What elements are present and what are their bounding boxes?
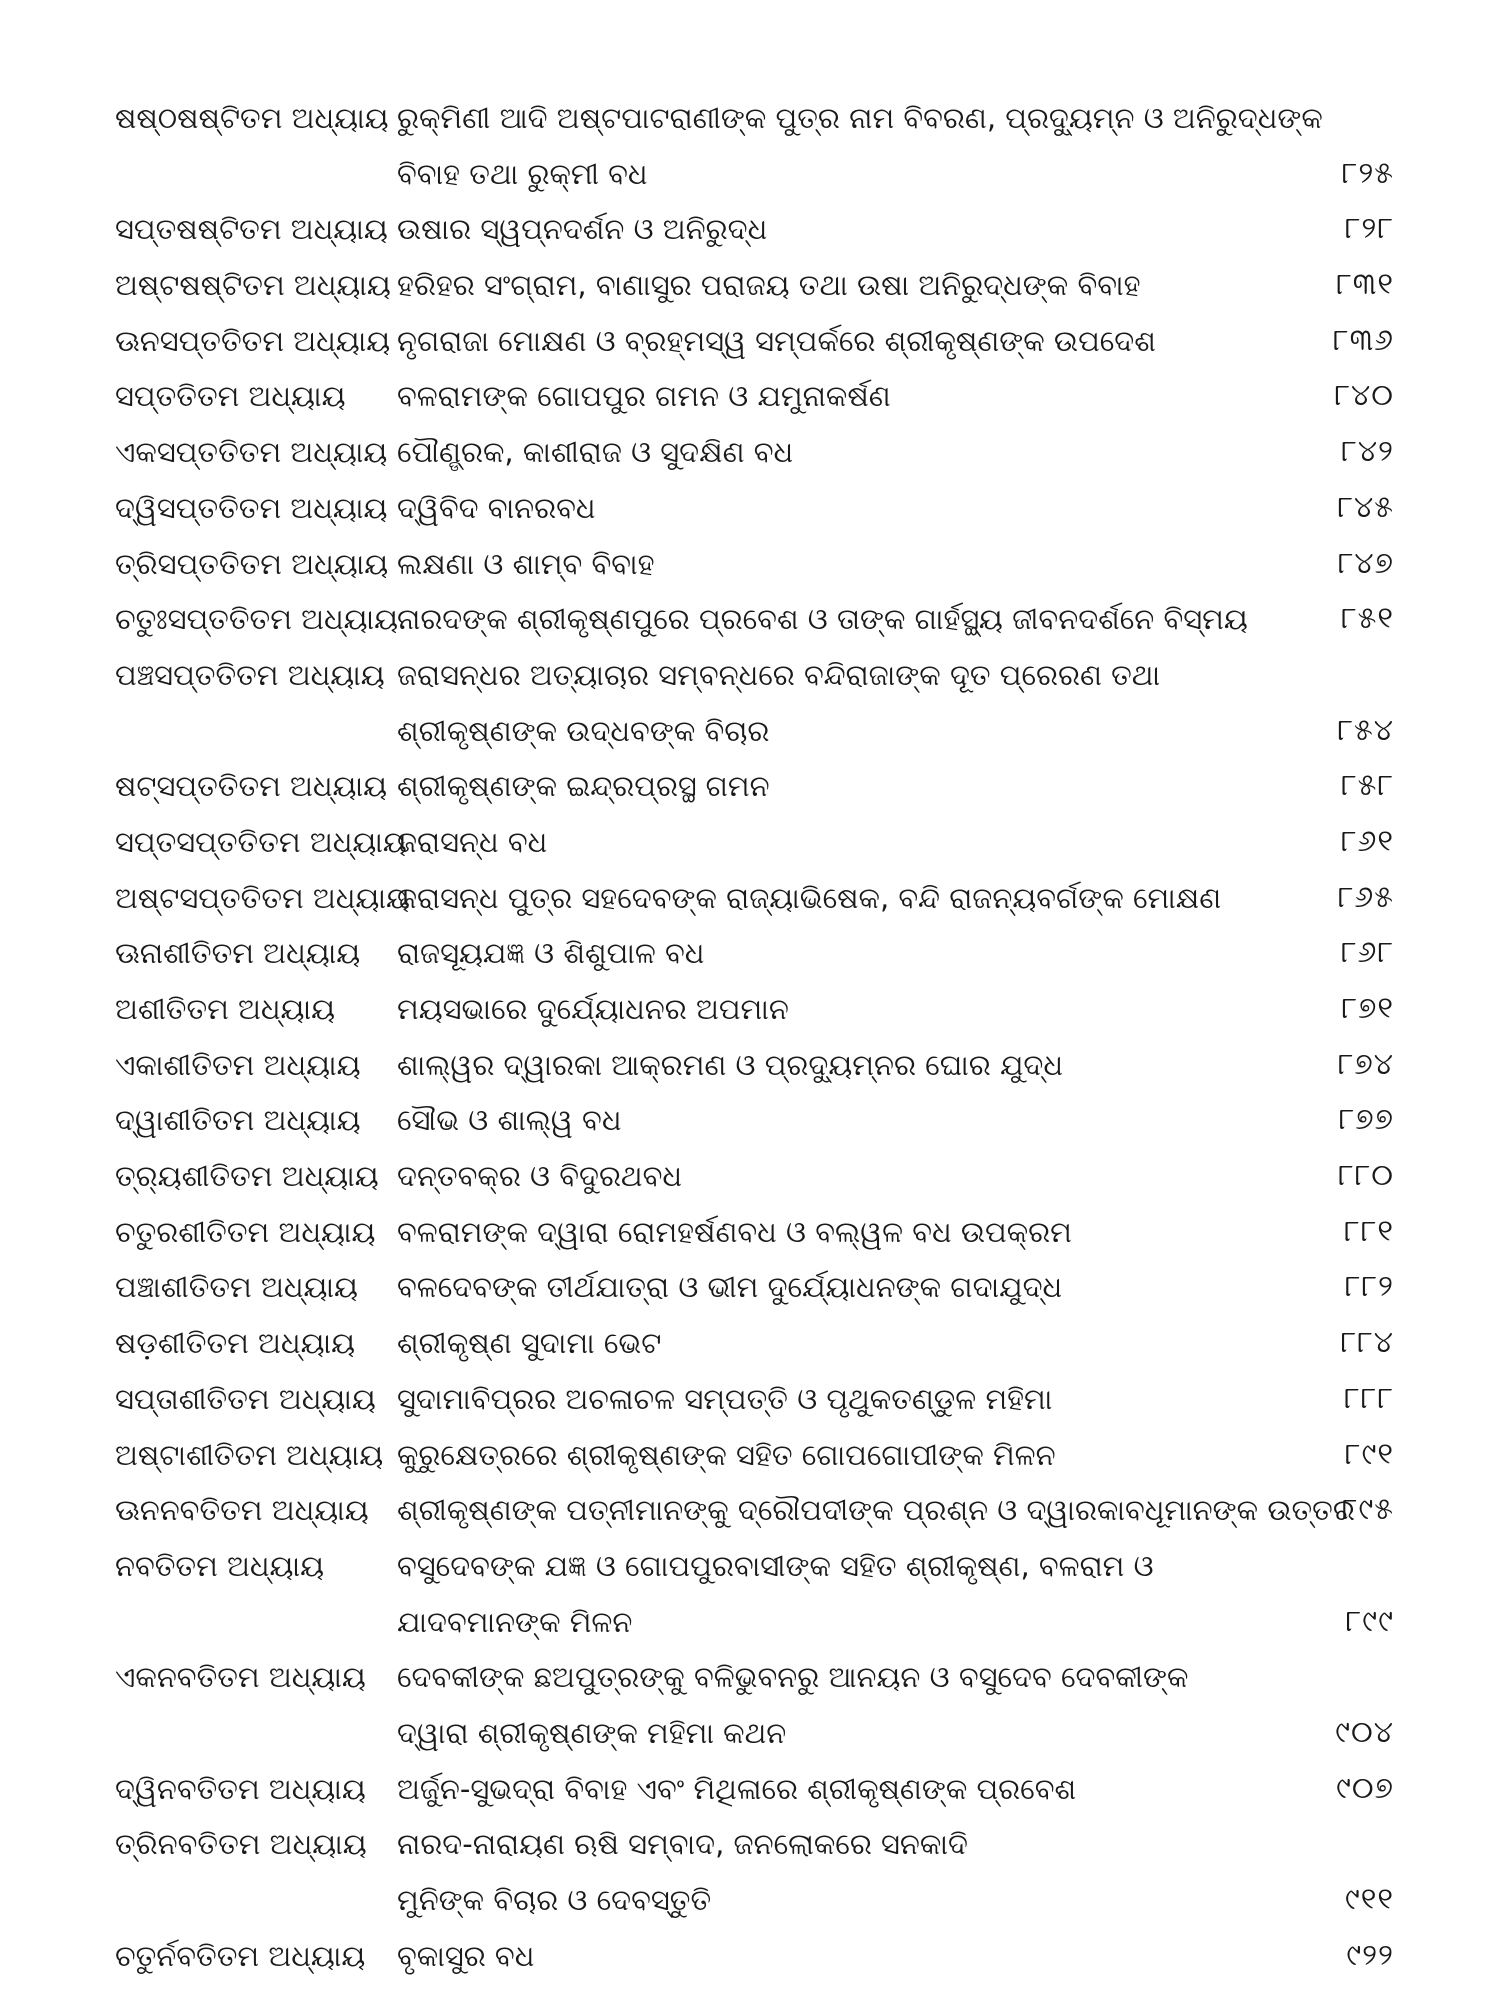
toc-line <box>0 315 1500 371</box>
toc-line <box>0 482 1500 538</box>
toc-line <box>0 927 1500 983</box>
toc-line <box>0 148 1500 204</box>
toc-entry <box>0 1039 1500 1095</box>
page-number: ୮୮୦ <box>1337 1158 1394 1194</box>
toc-line <box>0 1540 1500 1596</box>
toc-entry <box>0 426 1500 482</box>
chapter-title: ରାଜସୂୟଯଜ୍ଞ ଓ ଶିଶୁପାଳ ବଧ <box>397 936 705 971</box>
chapter-name: ପଞ୍ଚସପ୍ତତିତମ ଅଧ୍ୟାୟ <box>115 657 385 692</box>
page-number: ୮୮୨ <box>1344 1269 1394 1305</box>
page-number: ୮୭୭ <box>1338 1102 1394 1138</box>
toc-entry <box>0 1484 1500 1540</box>
toc-entry <box>0 370 1500 426</box>
toc-entry <box>0 1429 1500 1485</box>
chapter-title: ଉଷାର ସ୍ୱପ୍ନଦର୍ଶନ ଓ ଅନିରୁଦ୍ଧ <box>397 212 768 247</box>
chapter-name: ତ୍ର୍ୟଶୀତିତମ ଅଧ୍ୟାୟ <box>115 1159 379 1194</box>
toc-line <box>0 705 1500 761</box>
toc-entry <box>0 1373 1500 1429</box>
chapter-name: ତ୍ରିନବତିତମ ଅଧ୍ୟାୟ <box>115 1827 367 1862</box>
chapter-name: ଷଡ଼ଶୀତିତମ ଅଧ୍ୟାୟ <box>115 1326 356 1361</box>
chapter-title: ନୃଗରାଜା ମୋକ୍ଷଣ ଓ ବ୍ରହ୍ମସ୍ୱ ସମ୍ପର୍କରେ ଶ୍ରୀକୃଷ୍ଣଙ୍କ ଉପଦେଶ <box>397 323 1156 358</box>
toc-line <box>0 259 1500 315</box>
chapter-title: ବସୁଦେବଙ୍କ ଯଜ୍ଞ ଓ ଗୋପପୁରବାସୀଙ୍କ ସହିତ ଶ୍ରୀକୃଷ୍ଣ, ବଳରାମ ଓ <box>397 1548 1154 1583</box>
toc-line <box>0 1206 1500 1262</box>
toc-entry <box>0 203 1500 259</box>
toc-entry <box>0 1763 1500 1819</box>
chapter-title: ଦ୍ୱିବିଦ ବାନରବଧ <box>397 490 596 525</box>
chapter-title: ଜରାସନ୍ଧର ଅତ୍ୟାଚାର ସମ୍ବନ୍ଧରେ ବନ୍ଦିରାଜାଙ୍କ ଦୂତ ପ୍ରେରଣ ତଥା <box>397 657 1161 692</box>
toc-line <box>0 983 1500 1039</box>
page-number: ୮୮୧ <box>1344 1213 1394 1249</box>
toc-entry <box>0 1540 1500 1651</box>
chapter-title: ହରିହର ସଂଗ୍ରାମ, ବାଣାସୁର ପରାଜୟ ତଥା ଉଷା ଅନିରୁଦ୍ଧଙ୍କ ବିବାହ <box>397 268 1141 303</box>
page-number: ୮୬୮ <box>1340 935 1394 971</box>
chapter-name: ନବତିତମ ଅଧ୍ୟାୟ <box>115 1548 324 1583</box>
chapter-name: ଊନନବତିତମ ଅଧ୍ୟାୟ <box>115 1493 369 1528</box>
chapter-name: ସପ୍ତାଶୀତିତମ ଅଧ୍ୟାୟ <box>115 1381 376 1416</box>
chapter-title: ଶ୍ରୀକୃଷ୍ଣଙ୍କ ପତ୍ନୀମାନଙ୍କୁ ଦ୍ରୌପଦୀଙ୍କ ପ୍ରଶ୍ନ ଓ ଦ୍ୱାରକାବଧୂମାନଙ୍କ ଉତ୍ତର <box>397 1493 1355 1528</box>
page-number: ୯୦୪ <box>1335 1714 1394 1750</box>
toc-entry <box>0 760 1500 816</box>
page-number: ୮୮୮ <box>1344 1380 1394 1416</box>
chapter-name: ସପ୍ତସପ୍ତତିତମ ଅଧ୍ୟାୟ <box>115 824 407 859</box>
toc-entry <box>0 92 1500 203</box>
chapter-name: ଷଟ୍‌ସପ୍ତତିତମ ଅଧ୍ୟାୟ <box>115 769 388 804</box>
chapter-name: ଷଷ୍ଠଷଷ୍ଟିତମ ଅଧ୍ୟାୟ <box>115 101 389 135</box>
chapter-name: ଦ୍ୱିସପ୍ତତିତମ ଅଧ୍ୟାୟ <box>115 490 388 525</box>
toc-entry <box>0 1094 1500 1150</box>
chapter-title: ନାରଦଙ୍କ ଶ୍ରୀକୃଷ୍ଣପୁରେ ପ୍ରବେଶ ଓ ତାଙ୍କ ଗାର୍ହସ୍ଥ୍ୟ ଜୀବନଦର୍ଶନେ ବିସ୍ମୟ <box>397 602 1248 637</box>
table-of-contents <box>0 92 1500 1985</box>
chapter-title: ବିବାହ ତଥା ରୁକ୍ମୀ ବଧ <box>397 156 648 191</box>
toc-line <box>0 1261 1500 1317</box>
toc-line <box>0 1039 1500 1095</box>
chapter-title: ଶ୍ରୀକୃଷ୍ଣ ସୁଦାମା ଭେଟ <box>397 1326 662 1361</box>
toc-line <box>0 1651 1500 1707</box>
toc-line <box>0 1317 1500 1373</box>
page-number: ୮୭୧ <box>1341 991 1394 1026</box>
page-number: ୮୬୧ <box>1340 823 1394 859</box>
page-number: ୮୫୧ <box>1340 601 1394 637</box>
toc-line <box>0 816 1500 872</box>
page-number: ୮୩୧ <box>1336 267 1394 303</box>
toc-line <box>0 872 1500 928</box>
chapter-name: ସପ୍ତଷଷ୍ଟିତମ ଅଧ୍ୟାୟ <box>115 212 388 247</box>
toc-line <box>0 593 1500 649</box>
toc-entry <box>0 649 1500 760</box>
page-number: ୮୯୯ <box>1345 1603 1394 1639</box>
toc-entry <box>0 1317 1500 1373</box>
chapter-title: ନାରଦ-ନାରାୟଣ ଋଷି ସମ୍ବାଦ, ଜନଲୋକରେ ସନକାଦି <box>397 1827 968 1862</box>
chapter-title: ଅର୍ଜୁନ-ସୁଭଦ୍ରା ବିବାହ ଏବଂ ମିଥିଳାରେ ଶ୍ରୀକୃଷ୍ଣଙ୍କ ପ୍ରବେଶ <box>397 1771 1077 1806</box>
toc-entry <box>0 593 1500 649</box>
chapter-name: ଊନାଶୀତିତମ ଅଧ୍ୟାୟ <box>115 936 361 971</box>
toc-line <box>0 1763 1500 1819</box>
chapter-title: ପୌଣ୍ଡ୍ରକ, କାଶୀରାଜ ଓ ସୁଦକ୍ଷିଣ ବଧ <box>397 435 794 470</box>
chapter-title: ମୟସଭାରେ ଦୁର୍ଯ୍ୟୋଧନର ଅପମାନ <box>397 992 789 1026</box>
chapter-title: ଯାଦବମାନଙ୍କ ମିଳନ <box>397 1604 633 1639</box>
toc-line <box>0 1596 1500 1652</box>
chapter-title: କୁରୁକ୍ଷେତ୍ରରେ ଶ୍ରୀକୃଷ୍ଣଙ୍କ ସହିତ ଗୋପଗୋପୀଙ୍କ ମିଳନ <box>397 1437 1056 1472</box>
chapter-name: ଦ୍ୱିନବତିତମ ଅଧ୍ୟାୟ <box>115 1771 366 1806</box>
toc-line <box>0 1930 1500 1986</box>
chapter-name: ଏକାଶୀତିତମ ଅଧ୍ୟାୟ <box>115 1047 361 1082</box>
toc-entry <box>0 1818 1500 1929</box>
toc-line <box>0 1429 1500 1485</box>
chapter-name: ଅଷ୍ଟାଶୀତିତମ ଅଧ୍ୟାୟ <box>115 1437 384 1472</box>
chapter-title: ବୃକାସୁର ବଧ <box>397 1938 535 1973</box>
page-number: ୮୬୫ <box>1337 879 1394 915</box>
toc-entry <box>0 1206 1500 1262</box>
chapter-name: ସପ୍ତତିତମ ଅଧ୍ୟାୟ <box>115 379 346 414</box>
chapter-name: ଦ୍ୱାଶୀତିତମ ଅଧ୍ୟାୟ <box>115 1103 361 1138</box>
toc-line <box>0 1707 1500 1763</box>
page-number: ୮୯୫ <box>1341 1492 1394 1528</box>
page-number: ୮୨୮ <box>1344 211 1394 247</box>
chapter-title: ସୁଦାମାବିପ୍ରର ଅଚଳାଚଳ ସମ୍ପତ୍ତି ଓ ପୃଥୁକତଣ୍ଡୁଳ ମହିମା <box>397 1381 1053 1416</box>
page-number: ୮୨୫ <box>1341 155 1394 191</box>
page-number: ୯୨୨ <box>1346 1937 1394 1973</box>
toc-line <box>0 649 1500 705</box>
chapter-title: ଜରାସନ୍ଧ ପୁତ୍ର ସହଦେବଙ୍କ ରାଜ୍ୟାଭିଷେକ, ବନ୍ଦି ରାଜନ୍ୟବର୍ଗଙ୍କ ମୋକ୍ଷଣ <box>397 880 1222 915</box>
toc-line <box>0 92 1500 148</box>
page-number: ୮୪୫ <box>1337 489 1394 525</box>
chapter-title: ଦେବକୀଙ୍କ ଛଅପୁତ୍ରଙ୍କୁ ବଳିଭୁବନରୁ ଆନୟନ ଓ ବସୁଦେବ ଦେବକୀଙ୍କ <box>397 1660 1189 1695</box>
toc-line <box>0 1484 1500 1540</box>
chapter-name: ଚତୁଃସପ୍ତତିତମ ଅଧ୍ୟାୟ <box>115 602 399 637</box>
toc-line <box>0 760 1500 816</box>
chapter-title: ଦ୍ୱାରା ଶ୍ରୀକୃଷ୍ଣଙ୍କ ମହିମା କଥନ <box>397 1715 787 1750</box>
toc-entry <box>0 259 1500 315</box>
page-number: ୮୮୪ <box>1340 1325 1394 1361</box>
toc-entry <box>0 538 1500 594</box>
toc-line <box>0 370 1500 426</box>
page-number: ୮୫୮ <box>1340 768 1394 804</box>
toc-entry <box>0 872 1500 928</box>
page-number: ୯୦୭ <box>1336 1770 1394 1806</box>
chapter-title: ଲକ୍ଷଣା ଓ ଶାମ୍ବ ବିବାହ <box>397 546 655 581</box>
toc-line <box>0 1373 1500 1429</box>
chapter-name: ଚତୁରଶୀତିତମ ଅଧ୍ୟାୟ <box>115 1214 376 1249</box>
chapter-name: ଚତୁର୍ନବତିତମ ଅଧ୍ୟାୟ <box>115 1938 366 1973</box>
toc-line <box>0 1818 1500 1874</box>
chapter-name: ଅଶୀତିତମ ଅଧ୍ୟାୟ <box>115 992 336 1026</box>
toc-line <box>0 538 1500 594</box>
toc-entry <box>0 1150 1500 1206</box>
toc-line <box>0 1874 1500 1930</box>
toc-entry <box>0 1651 1500 1762</box>
chapter-title: ଶ୍ରୀକୃଷ୍ଣଙ୍କ ଇନ୍ଦ୍ରପ୍ରସ୍ଥ ଗମନ <box>397 769 770 804</box>
toc-entry <box>0 315 1500 371</box>
chapter-name: ଅଷ୍ଟଷଷ୍ଟିତମ ଅଧ୍ୟାୟ <box>115 268 391 303</box>
chapter-title: ଶ୍ରୀକୃଷ୍ଣଙ୍କ ଉଦ୍ଧବଙ୍କ ବିଚାର <box>397 713 770 748</box>
chapter-title: ବଳଦେବଙ୍କ ତୀର୍ଥଯାତ୍ରା ଓ ଭୀମ ଦୁର୍ଯ୍ୟୋଧନଙ୍କ ଗଦାଯୁଦ୍ଧ <box>397 1270 1063 1305</box>
chapter-title: ବଳରାମଙ୍କ ଦ୍ୱାରା ରୋମହର୍ଷଣବଧ ଓ ବଲ୍ୱଳ ବଧ ଉପକ୍ରମ <box>397 1214 1072 1249</box>
chapter-title: ମୁନିଙ୍କ ବିଚାର ଓ ଦେବସ୍ତୁତି <box>397 1883 712 1917</box>
toc-line <box>0 203 1500 259</box>
toc-entry <box>0 1261 1500 1317</box>
chapter-name: ଊନସପ୍ତତିତମ ଅଧ୍ୟାୟ <box>115 323 391 358</box>
page-number: ୮୫୪ <box>1337 712 1394 748</box>
page-number: ୮୯୧ <box>1344 1436 1394 1472</box>
toc-entry <box>0 927 1500 983</box>
toc-line <box>0 1150 1500 1206</box>
page-number: ୮୭୪ <box>1337 1046 1394 1082</box>
toc-entry <box>0 1930 1500 1986</box>
chapter-name: ତ୍ରିସପ୍ତତିତମ ଅଧ୍ୟାୟ <box>115 546 389 581</box>
chapter-title: ଜରାସନ୍ଧ ବଧ <box>397 824 548 859</box>
chapter-name: ଅଷ୍ଟସପ୍ତତିତମ ଅଧ୍ୟାୟ <box>115 880 410 915</box>
page-number: ୮୪୦ <box>1334 378 1394 414</box>
chapter-title: ରୁକ୍ମିଣୀ ଆଦି ଅଷ୍ଟପାଟରାଣୀଙ୍କ ପୁତ୍ର ନାମ ବିବରଣ, ପ୍ରଦ୍ୟୁମ୍ନ ଓ ଅନିରୁଦ୍ଧଙ୍କ <box>397 101 1323 135</box>
chapter-name: ଏକସପ୍ତତିତମ ଅଧ୍ୟାୟ <box>115 435 388 470</box>
chapter-title: ବଳରାମଙ୍କ ଗୋପପୁର ଗମନ ଓ ଯମୁନାକର୍ଷଣ <box>397 379 891 414</box>
toc-entry <box>0 482 1500 538</box>
page-number: ୯୧୧ <box>1344 1882 1394 1917</box>
chapter-title: ସୌଭ ଓ ଶାଲ୍ୱ ବଧ <box>397 1103 622 1138</box>
chapter-name: ପଞ୍ଚାଶୀତିତମ ଅଧ୍ୟାୟ <box>115 1270 358 1305</box>
chapter-title: ଦନ୍ତବକ୍ର ଓ ବିଦୁରଥବଧ <box>397 1159 683 1194</box>
page-number: ୮୩୬ <box>1332 322 1394 358</box>
toc-entry <box>0 816 1500 872</box>
toc-entry <box>0 983 1500 1039</box>
page-number: ୮୪୨ <box>1341 434 1394 470</box>
chapter-name: ଏକନବତିତମ ଅଧ୍ୟାୟ <box>115 1660 366 1695</box>
toc-line <box>0 1094 1500 1150</box>
toc-line <box>0 426 1500 482</box>
chapter-title: ଶାଲ୍ୱର ଦ୍ୱାରକା ଆକ୍ରମଣ ଓ ପ୍ରଦ୍ୟୁମ୍ନର ଘୋର ଯୁଦ୍ଧ <box>397 1047 1063 1082</box>
page-number: ୮୪୭ <box>1337 545 1394 581</box>
